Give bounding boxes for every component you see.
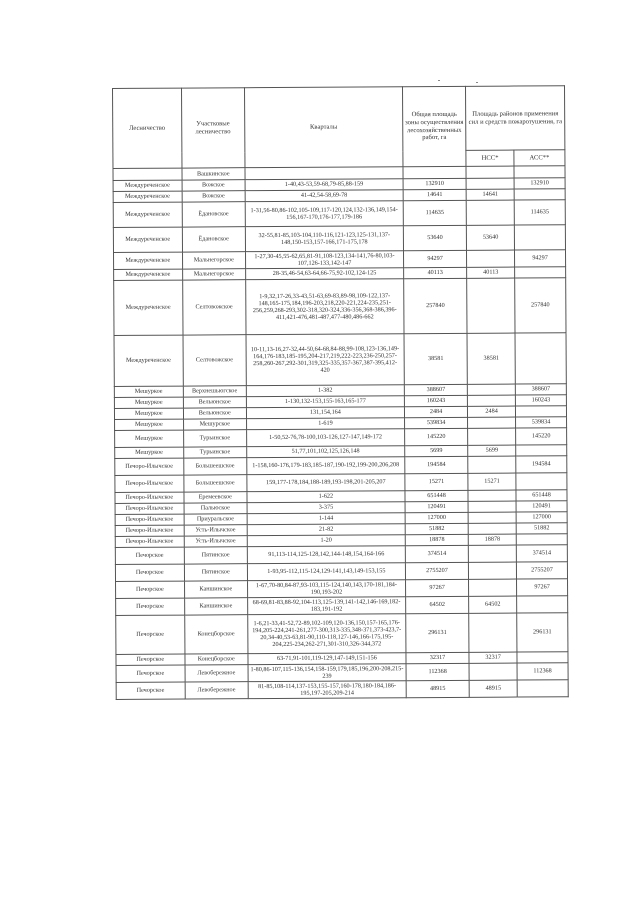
ass-cell: 2755207 (516, 562, 567, 579)
nss-cell (466, 200, 514, 225)
nss-cell: 53640 (467, 225, 515, 250)
nss-cell: 32317 (469, 652, 517, 663)
nss-cell: 40113 (467, 267, 515, 278)
quarters-cell: 1-67,70-80,84-87,93-103,115-124,140,143,170-181,184-190,193-202 (247, 580, 405, 598)
nss-cell (468, 417, 516, 428)
table-row (114, 278, 566, 336)
district-cell: Пятинское (184, 547, 247, 564)
ass-cell: 132910 (514, 178, 565, 189)
forestry-cell: Печорское (116, 598, 185, 615)
quarters-cell: 28-35,46-54,63-64,66-75,92-102,124-125 (246, 268, 404, 280)
nss-cell: 64502 (469, 596, 517, 613)
total-area-cell: 40113 (403, 267, 466, 278)
district-cell: Усть-Илычское (184, 536, 247, 547)
total-area-cell: 2484 (404, 406, 467, 417)
ass-cell: 51882 (516, 523, 567, 534)
nss-cell (468, 395, 516, 406)
forestry-cell: Печоро-Илычское (115, 536, 184, 547)
quarters-cell: 41-42,54-58,69-78 (245, 190, 403, 202)
quarters-cell: 1-80,86-107,115-136,154,158-159,179,185,196,200-208,215-239 (248, 664, 406, 682)
quarters-cell: 1-93,95-112,115-124,129-141,143,149-153,155 (247, 563, 405, 581)
nss-cell: 18878 (468, 534, 516, 545)
ass-cell: 388607 (515, 384, 566, 395)
quarters-cell: 1-40,43-53,59-68,79-85,88-159 (245, 179, 403, 191)
district-cell: Мальнегорское (182, 269, 245, 280)
scan-speck (476, 82, 478, 83)
total-area-cell: 5699 (405, 445, 468, 456)
table-row (114, 333, 566, 387)
district-cell: Пальюское (184, 503, 247, 514)
total-area-cell: 145220 (404, 428, 467, 445)
quarters-cell: 3-375 (247, 502, 405, 514)
quarters-cell: 1-31,56-80,86-102,105-109,117-120,124,132-136,149,154-156,167-170,176-177,179-186 (245, 201, 403, 227)
quarters-cell: 1-382 (246, 385, 404, 397)
ass-cell: 127000 (516, 512, 567, 523)
ass-cell: 112368 (517, 663, 568, 680)
forestry-cell: Междуреченское (114, 269, 183, 280)
district-cell: Левобережное (185, 665, 248, 682)
district-cell: Вожское (182, 191, 245, 202)
district-cell: Левобережное (185, 682, 248, 699)
district-cell: Большеешское (183, 475, 246, 492)
nss-cell (469, 613, 517, 652)
ass-cell (514, 189, 565, 200)
forestry-cell: Печоро-Илычское (115, 503, 184, 514)
total-area-cell: 112368 (406, 663, 469, 680)
total-area-cell: 94297 (403, 250, 466, 267)
nss-cell (469, 545, 517, 562)
forestry-cell: Мешуркое (115, 430, 184, 447)
district-cell: Каншинское (184, 598, 247, 615)
total-area-cell: 53640 (403, 225, 467, 250)
ass-cell: 114635 (514, 200, 565, 225)
nss-cell (469, 579, 517, 596)
district-cell: Еремеевское (184, 492, 247, 503)
section-empty-cell (514, 166, 565, 178)
district-cell: Селтовожское (183, 335, 247, 386)
district-cell: Селтовожское (182, 280, 246, 335)
forestry-cell: Печорское (116, 654, 185, 665)
forestry-cell: Междуреченское (114, 335, 183, 386)
total-area-cell: 388607 (404, 384, 467, 395)
quarters-cell: 68-69,81-83,88-92,104-113,125-139,141-142,146-169,182-183,191-192 (248, 597, 406, 615)
scan-speck (438, 80, 440, 81)
ass-cell: 296131 (517, 613, 568, 652)
header-quarters: Кварталы (244, 87, 402, 168)
nss-cell: 38581 (467, 333, 515, 384)
total-area-cell: 48915 (406, 680, 469, 697)
total-area-cell: 97267 (405, 579, 468, 596)
district-cell: Приуральское (184, 514, 247, 525)
total-area-cell: 296131 (406, 613, 470, 652)
total-area-cell: 64502 (405, 596, 468, 613)
forestry-cell: Печоро-Илычское (115, 514, 184, 525)
quarters-cell: 81-85,108-114,137-153,155-157,160-178,180-184,186-195,197-205,209-214 (248, 681, 406, 699)
forestry-cell: Печорское (116, 665, 185, 682)
forestry-cell: Междуреченское (113, 180, 182, 191)
ass-cell: 374514 (516, 545, 567, 562)
nss-cell (469, 663, 517, 680)
forestry-cell: Междуреченское (113, 191, 182, 202)
district-cell: Верхнешьюгское (183, 386, 246, 397)
district-cell: Пятинское (184, 564, 247, 581)
forestry-cell: Печорское (115, 564, 184, 581)
total-area-cell: 18878 (405, 534, 468, 545)
table-row (116, 680, 568, 700)
quarters-cell: 51,77,101,102,125,126,148 (247, 446, 405, 458)
district-cell: Мешурское (183, 419, 246, 430)
nss-cell (469, 562, 517, 579)
ass-cell (515, 267, 566, 278)
quarters-cell: 1-27,30-45,55-62,65,81-91,108-123,134-141,76-80,103-107,126-133,142-147 (245, 251, 403, 269)
section-empty-cell (113, 168, 182, 180)
quarters-cell: 63-71,91-101,119-129,147-149,151-156 (248, 653, 406, 665)
forestry-cell: Мешуркое (115, 419, 184, 430)
header-forestry: Лесничество (113, 88, 182, 168)
total-area-cell: 374514 (405, 545, 468, 562)
quarters-cell: 131,154,164 (246, 407, 404, 419)
ass-cell: 257840 (515, 278, 566, 333)
forestry-cell: Печоро-Илычское (115, 475, 184, 492)
district-cell: Каншинское (184, 581, 247, 598)
ass-cell (516, 445, 567, 456)
quarters-cell: 159,177-178,184,188-189,193-198,201-205,207 (247, 474, 405, 492)
nss-cell (468, 384, 516, 395)
total-area-cell: 651448 (405, 490, 468, 501)
total-area-cell: 257840 (404, 278, 468, 333)
forestry-cell: Печоро-Илычское (115, 458, 184, 475)
total-area-cell: 32317 (406, 652, 469, 663)
ass-cell: 194584 (516, 456, 567, 473)
district-cell: Вельюнское (183, 408, 246, 419)
quarters-cell: 1-130,132-153,155-163,165-177 (246, 396, 404, 408)
ass-cell (517, 596, 568, 613)
ass-cell (516, 534, 567, 545)
quarters-cell: 1-622 (247, 491, 405, 503)
total-area-cell: 38581 (404, 333, 468, 384)
district-cell: Конецборское (185, 654, 248, 665)
ass-cell (515, 406, 566, 417)
forestry-cell: Междуреченское (114, 280, 183, 335)
nss-cell (467, 250, 515, 267)
nss-cell: 2484 (468, 406, 516, 417)
header-total-area: Общая площадь зоны осуществления лесохозяйственных работ, га (402, 86, 466, 166)
ass-cell: 145220 (516, 428, 567, 445)
quarters-cell: 1-619 (246, 418, 404, 430)
nss-cell: 5699 (468, 445, 516, 456)
total-area-cell: 51882 (405, 523, 468, 534)
nss-cell: 48915 (469, 680, 517, 697)
ass-cell: 539834 (516, 417, 567, 428)
nss-cell (468, 523, 516, 534)
quarters-cell: 1-158,160-176,179-183,185-187,190-192,199-200,206,208 (247, 457, 405, 475)
nss-cell (467, 278, 515, 333)
district-cell: Ёдановское (182, 227, 246, 252)
table-row (113, 200, 565, 228)
quarters-cell: 21-82 (247, 524, 405, 536)
table-row (116, 613, 568, 655)
forestry-cell: Печорское (116, 615, 185, 654)
total-area-cell: 194584 (405, 456, 468, 473)
quarters-cell: 10-11,13-16,27-32,44-50,64-68,84-88,99-108,123-136,149-164,176-183,185-195,204-217,219,222-223,236-250,257-258,260-267,292-301,319,325-335,357-367,387-395,412-420 (246, 334, 404, 386)
nss-cell (468, 428, 516, 445)
forestry-cell: Печорское (115, 547, 184, 564)
ass-cell: 651448 (516, 490, 567, 501)
total-area-cell: 160243 (404, 395, 467, 406)
forestry-cell: Печорское (116, 581, 185, 598)
ass-cell (517, 680, 568, 697)
forestry-cell: Междуреченское (114, 252, 183, 269)
forestry-cell: Мешуркое (114, 408, 183, 419)
total-area-cell: 114635 (403, 200, 467, 225)
header-district-forestry: Участковые лесничество (181, 88, 245, 168)
district-cell: Турьинское (183, 447, 246, 458)
district-cell: Вельюнское (183, 397, 246, 408)
district-cell: Турьинское (183, 430, 246, 447)
quarters-cell: 1-6,21-33,41-52,72-89,102-109,120-136,150,157-165,176-194,205-224,241-261,277-300,313-335,348-371,373-423,7-20,34-40,53-63,81-90,110-118,127-146,166-175,195-204,225-234,262-271,301-310,326-344,372 (248, 614, 406, 654)
quarters-cell: 1-50,52-76,78-100,103-126,127-147,149-172 (247, 429, 405, 447)
nss-cell (468, 456, 516, 473)
nss-cell: 15271 (468, 473, 516, 490)
total-area-cell: 14641 (403, 189, 466, 200)
forestry-cell: Печоро-Илычское (115, 492, 184, 503)
quarters-cell: 1-20 (247, 535, 405, 547)
nss-cell (466, 178, 514, 189)
header-nss: НСС* (466, 150, 514, 166)
district-cell: Конецборское (184, 615, 248, 654)
quarters-cell: 91,113-114,125-128,142,144-148,154,164-166 (247, 546, 405, 564)
ass-cell: 160243 (515, 395, 566, 406)
forestry-cell: Междуреченское (113, 227, 182, 252)
district-cell: Усть-Илычское (184, 525, 247, 536)
quarters-cell: 1-9,32,17-26,33-43,51-63,69-83,89-98,109-122,137-148,165-175,184,196-203,218,220-221,224-235,251-256,259,268-293,302-318,320-324,336-356,368-386,396-411,421-476,481-487,477-480,486-662 (246, 279, 404, 335)
total-area-cell: 120491 (405, 501, 468, 512)
section-empty-cell (403, 166, 466, 178)
ass-cell (514, 225, 565, 250)
ass-cell (517, 652, 568, 663)
nss-cell (468, 512, 516, 523)
header-group-area: Площадь районов применения сил и средств пожаротушения, га (466, 86, 565, 151)
total-area-cell: 2755207 (405, 562, 468, 579)
nss-cell (468, 490, 516, 501)
forestry-cell: Мешуркое (114, 397, 183, 408)
nss-cell (468, 501, 516, 512)
district-cell: Вожское (182, 180, 245, 191)
section-label: Вашкинское (182, 168, 245, 180)
ass-cell (516, 473, 567, 490)
total-area-cell: 127000 (405, 512, 468, 523)
quarters-cell: 32-55,81-85,103-104,110-116,121-123,125-131,137-148,150-153,157-166,171-175,178 (245, 226, 403, 252)
ass-cell: 120491 (516, 501, 567, 512)
ass-cell: 97267 (517, 579, 568, 596)
total-area-cell: 15271 (405, 473, 468, 490)
total-area-cell: 539834 (404, 417, 467, 428)
ass-cell (515, 333, 566, 384)
header-ass: АСС** (514, 150, 565, 166)
forestry-cell: Печорское (116, 682, 185, 699)
ass-cell: 94297 (515, 250, 566, 267)
section-empty-cell (245, 167, 403, 180)
forestry-cell: Мешуркое (115, 447, 184, 458)
total-area-cell: 132910 (403, 178, 466, 189)
district-cell: Большеешское (183, 458, 246, 475)
forestry-cell: Междуреченское (113, 202, 182, 227)
section-empty-cell (466, 166, 514, 178)
district-cell: Мальнегорское (182, 252, 245, 269)
forestry-cell: Мешуркое (114, 386, 183, 397)
table-body (113, 166, 568, 700)
fire-zones-table (112, 85, 569, 700)
table-row (113, 225, 565, 253)
nss-cell: 14641 (466, 189, 514, 200)
district-cell: Ёдановское (182, 202, 246, 227)
quarters-cell: 1-144 (247, 513, 405, 525)
forestry-cell: Печоро-Илычское (115, 525, 184, 536)
